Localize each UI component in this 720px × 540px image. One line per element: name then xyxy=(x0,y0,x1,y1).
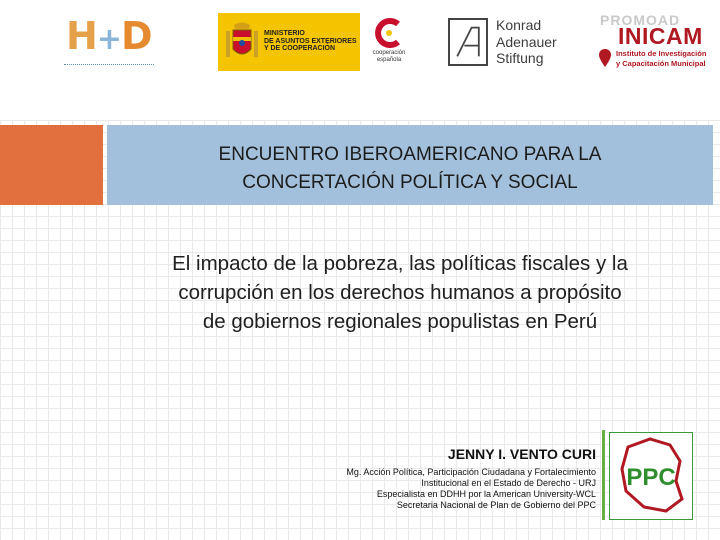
divider xyxy=(602,430,605,520)
ministerio-line: MINISTERIO xyxy=(264,30,305,37)
ministerio-line: DE ASUNTOS EXTERIORES xyxy=(264,37,357,45)
kas-emblem-icon xyxy=(448,18,488,66)
talk-title-line: corrupción en los derechos humanos a propósito xyxy=(178,281,622,304)
speaker-credential: Mg. Acción Política, Participación Ciudadana y Fortalecimiento xyxy=(346,467,596,477)
inicam-sub-line: y Capacitación Municipal xyxy=(616,59,706,68)
event-title xyxy=(107,141,713,197)
speaker-name: JENNY I. VENTO CURI xyxy=(447,446,596,462)
event-title-line: CONCERTACIÓN POLÍTICA Y SOCIAL xyxy=(242,172,578,193)
ministerio-line: Y DE COOPERACIÓN xyxy=(264,45,336,52)
kas-logo xyxy=(446,14,568,70)
talk-title xyxy=(100,249,700,336)
kas-line: Stiftung xyxy=(496,50,544,66)
ppc-logo xyxy=(609,432,693,520)
kas-text xyxy=(496,17,557,67)
spain-crest-icon xyxy=(224,21,260,63)
cooperacion-c-icon xyxy=(366,16,412,50)
inicam-sub-line: Instituto de Investigación xyxy=(616,49,707,58)
cooperacion-logo xyxy=(366,16,412,68)
peru-map-icon xyxy=(610,433,692,518)
cooperacion-line: española xyxy=(376,57,402,63)
talk-title-line: de gobiernos regionales populistas en Perú xyxy=(202,310,598,333)
talk-title-line: El impacto de la pobreza, las políticas fiscales y la xyxy=(172,252,628,275)
hd-logo-d: D xyxy=(120,14,152,58)
inicam-logo xyxy=(598,12,720,72)
speaker-credential: Secretaria Nacional de Plan de Gobierno del PPC xyxy=(396,500,596,510)
cooperacion-text xyxy=(366,50,412,64)
ppc-text: PPC xyxy=(626,464,676,491)
cooperacion-line: cooperación xyxy=(372,50,406,56)
accent-block xyxy=(0,125,103,205)
hd-logo-letters xyxy=(66,16,152,60)
event-title-line: ENCUENTRO IBEROAMERICANO PARA LA xyxy=(218,144,602,165)
hd-logo xyxy=(60,12,156,70)
hd-logo-url xyxy=(64,60,154,65)
kas-line: Konrad xyxy=(496,17,542,33)
kas-line: Adenauer xyxy=(496,33,557,50)
hd-logo-plus: + xyxy=(96,22,121,57)
speaker-credential: Especialista en DDHH por la American University-WCL xyxy=(376,489,596,499)
inicam-subtitle xyxy=(616,49,706,69)
ministerio-logo xyxy=(218,13,360,71)
promoad-text: PROMOAD xyxy=(600,12,681,28)
speaker-credential: Institucional en el Estado de Derecho - URJ xyxy=(421,478,596,488)
hd-logo-h: H xyxy=(66,14,97,58)
inicam-pin-icon xyxy=(598,48,612,68)
inicam-name: INICAM xyxy=(618,23,703,49)
ministerio-text xyxy=(264,30,358,53)
